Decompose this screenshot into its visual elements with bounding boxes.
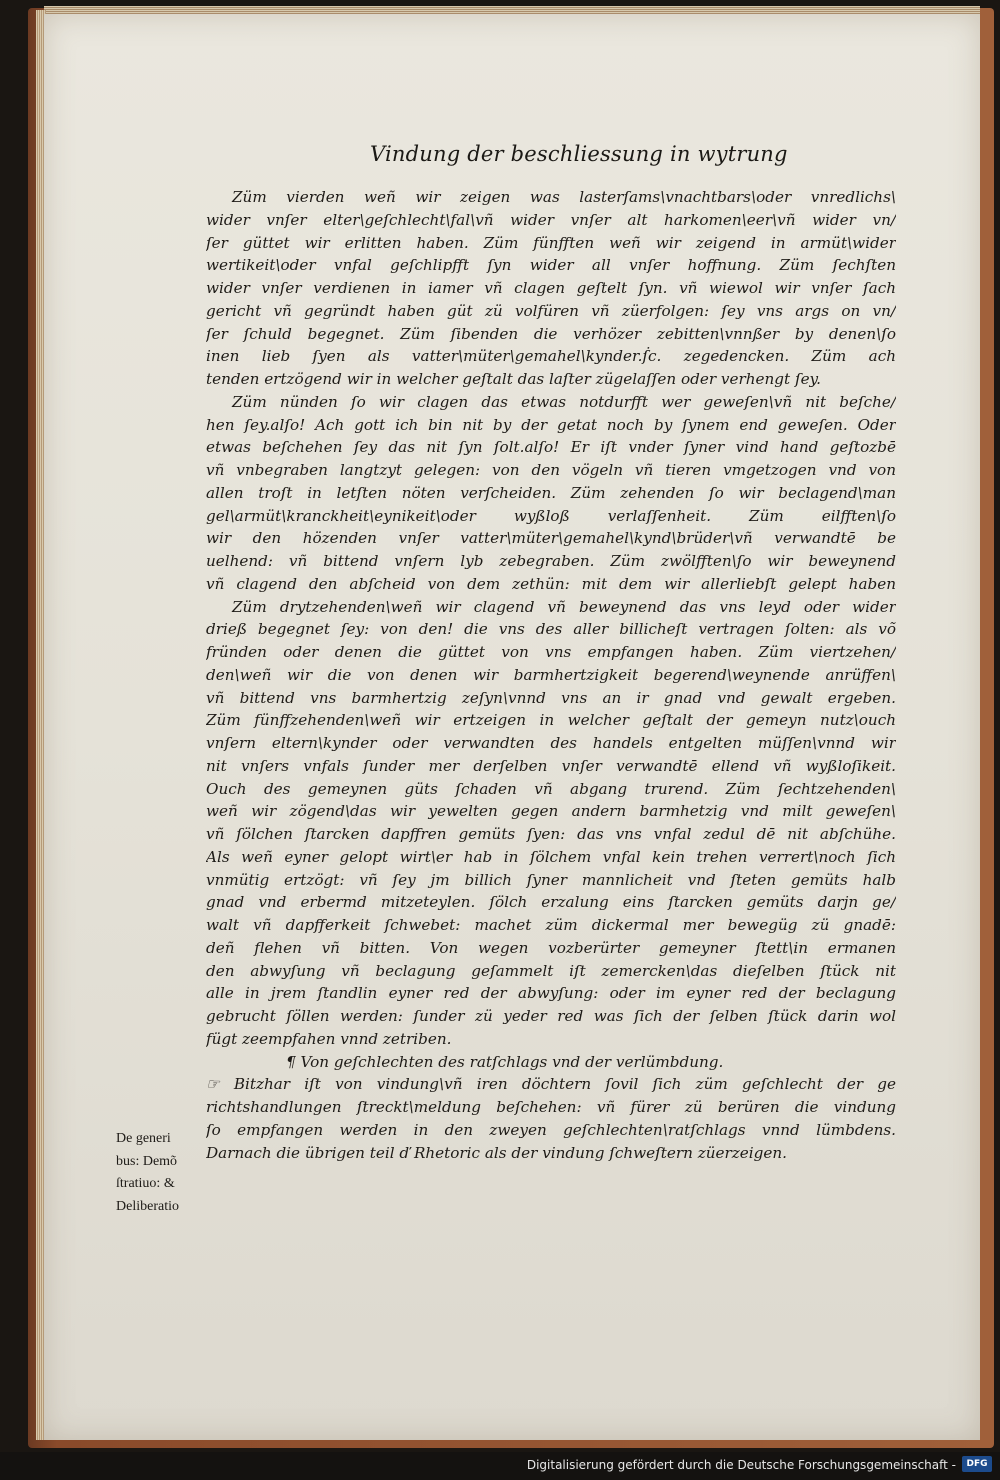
text-line: gebrucht ſöllen werden: ſunder zü yeder red was ſich der ſelben ſtück darin wol — [206, 1007, 896, 1025]
text-line: gel\armüt\kranckheit\eynikeit\oder wyßloß verlaſſenheit. Züm eilfften\ſo — [206, 506, 896, 525]
text-line: ſer ſchuld begegnet. Züm ſibenden die verhözer zebitten\vnnßer by denen\ſo — [206, 324, 896, 343]
text-line: ſer güttet wir erlitten haben. Züm fünfften weñ wir zeigend in armüt\wider — [206, 233, 896, 252]
text-line: uelhend: vñ bittend vnſern lyb zebegraben. Züm zwölfften\ſo wir beweynend — [206, 552, 896, 570]
text-line: ☞ Bitzhar iſt von vindung\vñ iren döchtern ſovil ſich züm geſchlecht der ge — [206, 1075, 896, 1094]
text-line: alle in jrem ſtandlin eyner red der abwyſung: oder im eyner red der beclagung — [206, 984, 896, 1003]
margin-note-line: ſtratiuo: & — [116, 1176, 175, 1191]
text-line: hen ſey.alſo! Ach gott ich bin nit by der getat noch by ſynem end geweſen. Oder — [206, 415, 896, 434]
margin-note — [116, 1128, 208, 1218]
text-line: allen troſt in letſten nöten verſcheiden. Züm zehenden ſo wir beclagend\man — [206, 483, 896, 502]
dfg-logo: DFG — [962, 1456, 992, 1472]
text-line: vñ vnbegraben langtzyt gelegen: von den vögeln vñ tieren vmgetzogen vnd von — [206, 461, 896, 479]
text-line: weñ wir zögend\das wir yewelten gegen andern barmhetzig vnd milt geweſen\ — [206, 802, 896, 821]
text-line: wertikeit\oder vnfal geſchlipfft ſyn wider all vnſer hoffnung. Züm ſechſten — [206, 256, 896, 275]
text-line: fügt zeempfahen vnnd zetriben. — [206, 1029, 452, 1048]
text-line: Als weñ eyner gelopt wirt\er hab in ſölchem vnfal kein trehen verrert\noch ſich — [206, 847, 896, 866]
text-line: vnſern eltern\kynder oder verwandten des handels entgelten müſſen\vnnd wir — [206, 734, 896, 752]
text-line: wider vnſer verdienen in iamer vñ clagen geſtelt ſyn. vñ wiewol wir vnſer ſach — [206, 279, 896, 297]
text-line: wider vnſer elter\geſchlecht\fal\vñ wider vnſer alt harkomen\eer\vñ wider vn/ — [206, 210, 896, 229]
text-line: Züm vierden weñ wir zeigen was lasterſams\vnachtbars\oder vnredlichs\ — [232, 188, 896, 206]
text-line: gnad vnd erbermd mitzeteylen. ſölch erzalung eins ſtarcken gemüts darjn ge/ — [206, 893, 896, 912]
margin-note-line: Deliberatio — [116, 1198, 179, 1214]
text-line: Züm drytzehenden\weñ wir clagend vñ beweynend das vns leyd oder wider — [232, 597, 896, 616]
text-line: vñ ſölchen ſtarcken dapffren gemüts ſyen: das vns vnfal zedul dē nit abſchühe. — [206, 825, 896, 843]
text-line: vñ bittend vns barmhertzig zeſyn\vnnd vns an ir gnad vnd gewalt ergeben. — [206, 688, 896, 707]
text-line: tenden ertzögend wir in welcher geſtalt das laſter zügelaſſen oder verhengt ſey. — [206, 370, 821, 388]
text-line: wir den hözenden vnſer vatter\müter\gemahel\kynd\brüder\vñ verwandtē be — [206, 529, 896, 548]
text-line: fründen oder denen die güttet von vns empfangen haben. Züm viertzehen/ — [206, 643, 896, 661]
margin-note-line: bus: Demõ — [116, 1153, 178, 1169]
text-line: nit vnſers vnfals ſunder mer derſelben vnſer verwandtē ellend vñ wyßloſikeit. — [206, 756, 896, 775]
text-line: vñ clagend den abſcheid von dem zethün: mit dem wir allerliebſt gelept haben — [206, 574, 896, 593]
text-line: walt vñ dapfferkeit ſchwebet: machet züm dickermal mer bewegüg zü gnadē: — [206, 916, 896, 934]
text-line: gericht vñ gegründt haben güt zü volfüren vñ züerfolgen: ſey vns args on vn/ — [206, 301, 896, 320]
text-line: Ouch des gemeynen güts ſchaden vñ abgang trurend. Züm ſechtzehenden\ — [206, 779, 896, 798]
text-line: deñ flehen vñ bitten. Von wegen vozberürter gemeyner ſtett\in ermanen — [206, 938, 896, 957]
text-line: den\weñ wir die von denen wir barmhertzigkeit begerend\weynende anrüffen\ — [206, 665, 896, 684]
text-line: vnmütig ertzögt: vñ ſey jm billich ſyner mannlicheit vnd ſteten gemüts halb — [206, 870, 896, 889]
text-line: den abwyſung vñ beclagung geſammelt iſt zemercken\das dieſelben ſtück nit — [206, 961, 896, 980]
margin-note-line: De generi — [116, 1131, 171, 1146]
running-head: Vindung der beschliessung in wytrung — [370, 142, 788, 166]
text-line: Züm nünden ſo wir clagen das etwas notdurfft wer geweſen\vñ nit beſche/ — [232, 392, 896, 411]
text-line: Züm fünffzehenden\weñ wir ertzeigen in welcher geſtalt der gemeyn nutz\ouch — [206, 711, 896, 730]
text-line: inen lieb ſyen als vatter\müter\gemahel\kynder.ẛc. zegedencken. Züm ach — [206, 347, 896, 366]
body-text — [206, 186, 896, 1164]
text-line: richtshandlungen ſtreckt\meldung beſchehen: vñ fürer zü berüren die vindung — [206, 1098, 896, 1116]
text-line: drieß begegnet ſey: von den! die vns des aller billicheſt vertragen ſolten: als võ — [206, 620, 896, 639]
text-line: etwas beſchehen ſey das nit ſyn ſolt.alſo! Er iſt vnder ſyner vind hand geſtozbē — [206, 438, 896, 457]
text-line: ſo empfangen werden in den zweyen geſchlechten\ratſchlags vnnd lümbdens. — [206, 1120, 896, 1139]
section-heading: ¶ Von geſchlechten des ratſchlags vnd der verlümbdung. — [286, 1052, 724, 1071]
footer-credit: Digitalisierung gefördert durch die Deutsche Forschungsgemeinschaft - — [526, 1458, 956, 1472]
text-line: Darnach die übrigen teil ď Rhetoric als der vindung ſchweſtern züerzeigen. — [206, 1143, 787, 1162]
